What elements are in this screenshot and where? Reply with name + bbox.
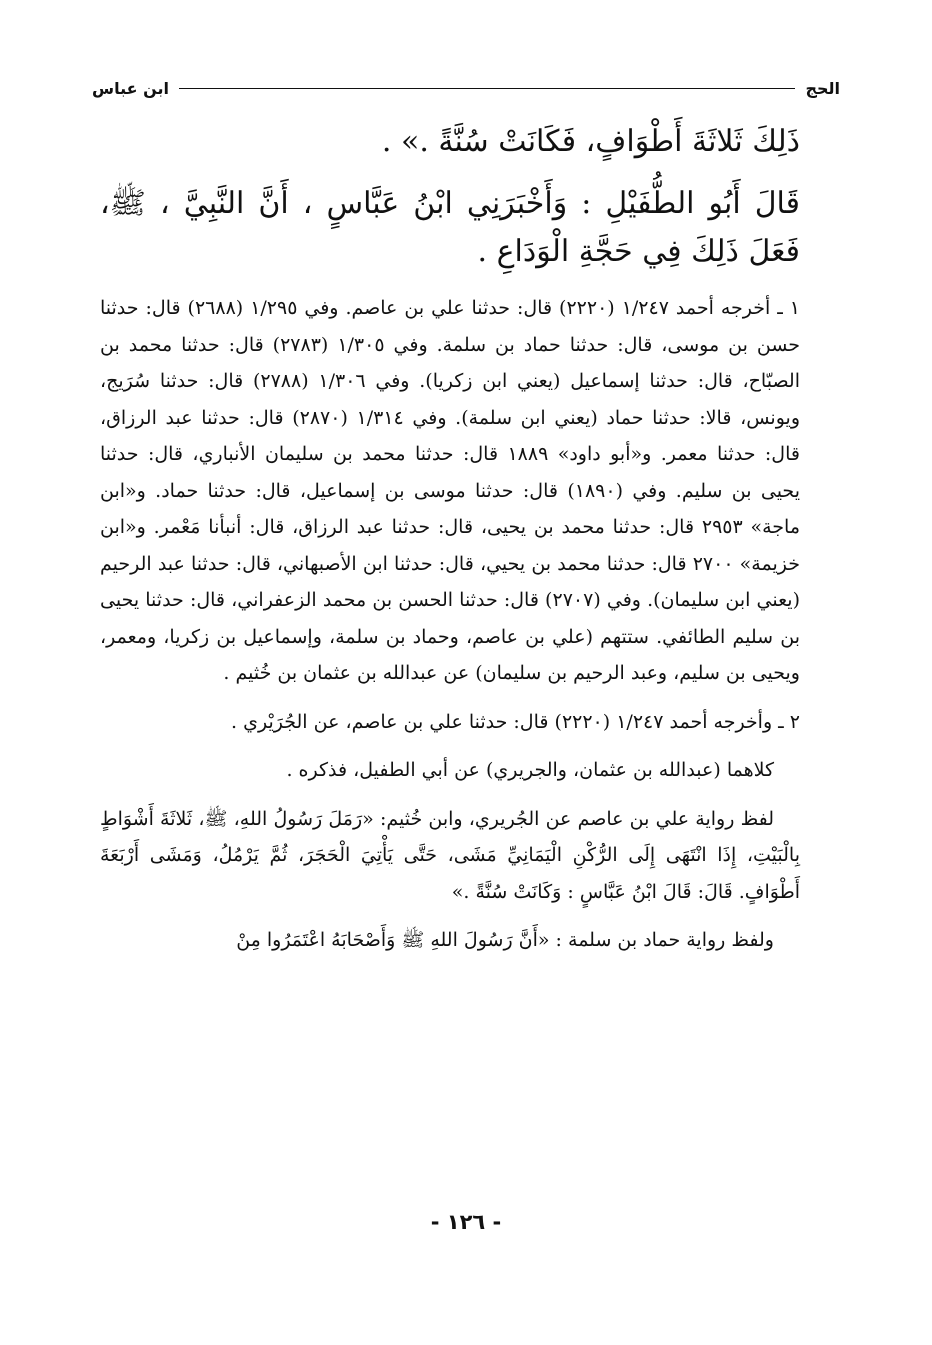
page-body (100, 118, 800, 971)
header-section-title: ابن عباس (92, 78, 170, 98)
running-header (92, 74, 840, 102)
wording-paragraph-2: ولفظ رواية حماد بن سلمة : «أَنَّ رَسُولَ اللهِ ﷺ وَأَصْحَابَهُ اعْتَمَرُوا مِنْ (236, 929, 774, 951)
takhrij-paragraph-1: ١ ـ أخرجه أحمد ١/٢٤٧ (٢٢٢٠) قال: حدثنا علي بن عاصم. وفي ١/٢٩٥ (٢٦٨٨) قال: حدثنا حسن بن موسى، قال: حدثنا حماد بن سلمة. وفي ١/٣٠٥ (٢٧٨٣) قال: حدثنا محمد بن الصبّاح، قال: حدثنا إسماعيل (يعني ابن زكريا). وفي ١/٣٠٦ (٢٧٨٨) قال: حدثنا سُرَيج، ويونس، قالا: حدثنا حماد (يعني ابن سلمة). وفي ١/٣١٤ (٢٨٧٠) قال: حدثنا عبد الرزاق، قال: حدثنا معمر. و«أبو داود» ١٨٨٩ قال: حدثنا محمد بن سليمان الأنباري، قال: حدثنا يحيى بن سليم. وفي (١٨٩٠) قال: حدثنا موسى بن إسماعيل، قال: حدثنا حماد. و«ابن ماجة» ٢٩٥٣ قال: حدثنا محمد بن يحيى، قال: حدثنا عبد الرزاق، قال: أنبأنا مَعْمر. و«ابن خزيمة» ٢٧٠٠ قال: حدثنا محمد بن يحيي، قال: حدثنا ابن الأصبهاني، قال: حدثنا عبد الرحيم (يعني ابن سليمان). وفي (٢٧٠٧) قال: حدثنا الحسن بن محمد الزعفراني، قال: حدثنا يحيى بن سليم الطائفي. ستتهم (علي بن عاصم، وحماد بن سلمة، وإسماعيل بن زكريا، ومعمر، ويحيى بن سليم، وعبد الرحيم بن سليمان) عن عبدالله بن عثمان بن خُثيم . (100, 297, 801, 684)
page-number: - ١٢٦ - (430, 1210, 502, 1234)
hadith-text-abu-tufail: قَالَ أَبُو الطُّفَيْلِ : وَأَخْبَرَنِي ابْنُ عَبَّاسٍ ، أَنَّ النَّبِيَّ ، ﷺ، فَعَلَ ذَلِكَ فِي حَجَّةِ الْوَدَاعِ . (100, 186, 800, 269)
header-rule (179, 88, 795, 89)
header-chapter-title: الحج (805, 78, 840, 98)
wording-paragraph-1: لفظ رواية علي بن عاصم عن الجُريري، وابن خُثيم: «رَمَلَ رَسُولُ اللهِ، ﷺ، ثَلاثَةَ أَشْوَاطٍ بِالْبَيْتِ، إِذَا انْتَهَى إِلَى الرُّكْنِ الْيَمَانِيِّ مَشَى، حَتَّى يَأْتِيَ الْحَجَرَ، ثُمَّ يَرْمُلُ، وَمَشَى أَرْبَعَةَ أَطْوَافٍ. قَالَ: قَالَ ابْنُ عَبَّاسٍ : وَكَانَتْ سُنَّةً .» (100, 807, 800, 903)
both-narrators-paragraph: كلاهما (عبدالله بن عثمان، والجريري) عن أبي الطفيل، فذكره . (286, 759, 774, 781)
takhrij-paragraph-2: ٢ ـ وأخرجه أحمد ١/٢٤٧ (٢٢٢٠) قال: حدثنا علي بن عاصم، عن الجُرَيْري . (231, 710, 800, 733)
hadith-text-continuation: ذَلِكَ ثَلاثَةَ أَطْوَافٍ، فَكَانَتْ سُنَّةً .» . (381, 124, 800, 159)
